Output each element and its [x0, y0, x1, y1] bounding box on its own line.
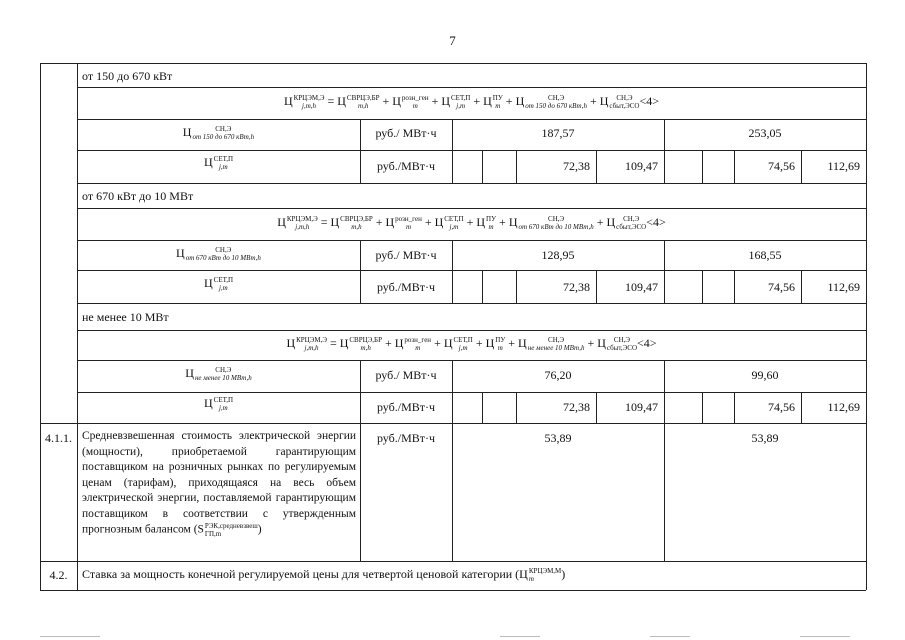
row-line [77, 150, 866, 151]
net-symbol: Ц СЕТ,П j,m [204, 276, 233, 293]
row-line [77, 303, 866, 304]
net-value: 112,69 [827, 159, 860, 173]
section-title: от 150 до 670 кВт [82, 69, 173, 83]
number-column-divider [77, 63, 78, 590]
net-unit: руб./МВт·ч [376, 400, 436, 414]
net-symbol: Ц СЕТ,П j,m [204, 155, 233, 172]
rate-value: 187,57 [541, 126, 575, 140]
rate-symbol: Ц СН,Э от 670 кВт до 10 МВт,h [176, 246, 261, 263]
section-title: от 670 кВт до 10 МВт [82, 189, 194, 203]
rate-unit: руб./ МВт·ч [375, 368, 437, 382]
row-line [40, 590, 866, 591]
scan-artifact [40, 636, 100, 637]
rate-symbol: Ц СН,Э от 150 до 670 кВт,h [182, 125, 255, 142]
section-title: не менее 10 МВт [82, 310, 169, 324]
net-value: 74,56 [768, 159, 795, 173]
page-number: 7 [449, 33, 456, 48]
rate-value: 253,05 [748, 126, 782, 140]
row-line [40, 561, 866, 562]
item-number: 4.1.1. [45, 431, 72, 445]
scan-artifact [500, 636, 540, 637]
scan-artifact [650, 636, 690, 637]
row-line [77, 360, 866, 361]
row-line [77, 119, 866, 120]
net-value: 72,38 [563, 159, 590, 173]
formula: Ц КРЦЭМ,Э j,m,h = Ц СВРЦЭ,БР m,h + Ц розн_ген m + Ц СЕТ,П j,m + Ц ПУ m + Ц СН,Э от 150 до 670 кВт,h + Ц СН,Э сбыт,ЭСО <4> [283, 94, 660, 111]
item-unit: руб./МВт·ч [376, 431, 436, 445]
scan-artifact [800, 636, 850, 637]
net-value: 74,56 [768, 280, 795, 294]
net-unit: руб./МВт·ч [376, 159, 436, 173]
row-line [40, 63, 866, 64]
col-line [702, 150, 703, 183]
row-line [77, 87, 866, 88]
net-value: 72,38 [563, 400, 590, 414]
item-description: Средневзвешенная стоимость электрической энергии (мощности), приобретаемой гарантирующим поставщиком на розничных рынках по регулируемым ценам (тарифам), приходящаяся на весь объем электрической энергии, поставляемой гарантирующим поставщиком в соответствии с утвержденным прогнозным балансом (S РЭК,средневзвеш ГП,m ) [82, 430, 356, 538]
item-description: Ставка за мощность конечной регулируемой цены для четвертой ценовой категории (Ц КРЦЭМ,М m ) [82, 567, 566, 584]
row-line [77, 270, 866, 271]
net-value: 74,56 [768, 400, 795, 414]
net-value: 109,47 [625, 280, 658, 294]
item-value: 53,89 [751, 431, 779, 445]
net-unit: руб./МВт·ч [376, 280, 436, 294]
col-line [702, 392, 703, 423]
net-value: 112,69 [827, 400, 860, 414]
col-line [482, 150, 483, 183]
net-symbol: Ц СЕТ,П j,m [204, 396, 233, 413]
rate-value: 99,60 [751, 368, 779, 382]
rate-value: 168,55 [748, 248, 782, 262]
row-line [77, 240, 866, 241]
table-border-left [40, 63, 41, 590]
formula-row [77, 215, 866, 231]
rate-value: 76,20 [544, 368, 572, 382]
col-line [482, 392, 483, 423]
col-line [482, 270, 483, 303]
row-line [77, 183, 866, 184]
item-number: 4.2. [49, 568, 68, 582]
net-value: 72,38 [563, 280, 590, 294]
rate-unit: руб./ МВт·ч [375, 126, 437, 140]
net-value: 109,47 [625, 400, 658, 414]
row-line [77, 208, 866, 209]
item-value: 53,89 [544, 431, 572, 445]
rate-unit: руб./ МВт·ч [375, 248, 437, 262]
net-value: 112,69 [827, 280, 860, 294]
row-line [77, 392, 866, 393]
formula: Ц КРЦЭМ,Э j,m,h = Ц СВРЦЭ,БР m,h + Ц розн_ген m + Ц СЕТ,П j,m + Ц ПУ m + Ц СН,Э не менее 10 МВт,h + Ц СН,Э сбыт,ЭСО <4> [286, 336, 657, 353]
net-value: 109,47 [625, 159, 658, 173]
row-line [77, 330, 866, 331]
formula-row [77, 94, 866, 110]
rate-value: 128,95 [541, 248, 575, 262]
rate-symbol: Ц СН,Э не менее 10 МВт,h [185, 366, 252, 383]
col-line [702, 270, 703, 303]
row-line [40, 423, 866, 424]
formula: Ц КРЦЭМ,Э j,m,h = Ц СВРЦЭ,БР m,h + Ц розн_ген m + Ц СЕТ,П j,m + Ц ПУ m + Ц СН,Э от 670 кВт до 10 МВт,h + Ц СН,Э сбыт,ЭСО <4> [277, 215, 666, 232]
formula-row [77, 336, 866, 352]
table-border-right [866, 63, 867, 590]
